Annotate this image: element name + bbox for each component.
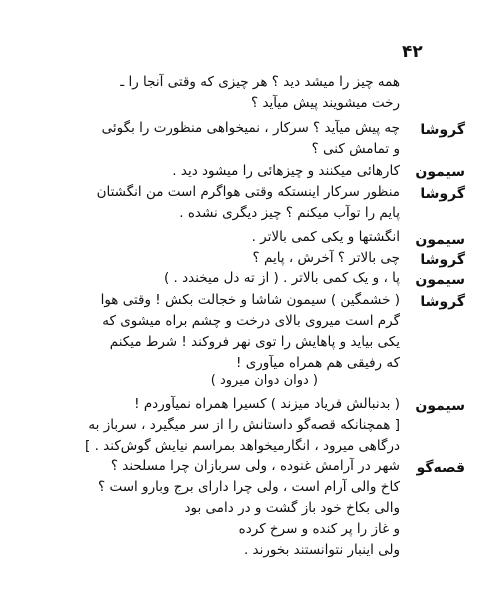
speaker-label: سیمون	[415, 164, 465, 180]
speaker-label: سیمون	[415, 398, 465, 414]
speaker-label: گروشا	[420, 186, 465, 202]
dialogue-block	[70, 161, 400, 182]
dialogue-block	[70, 290, 400, 374]
dialogue-block	[70, 72, 400, 114]
text-line: ولی اینبار نتوانستند بخورند .	[243, 542, 400, 558]
stage-direction	[98, 370, 318, 391]
speaker-label: سیمون	[415, 232, 465, 248]
text-line: کارهائی میکنند و چیزهائی را میشود دید .	[172, 163, 400, 179]
text-line: پا ، و یک کمی بالاتر . ( از ته دل میخندد . )	[163, 270, 400, 286]
text-line: ( خشمگین ) سیمون شاشا و خجالت بکش ! وقتی هوا	[100, 292, 400, 308]
text-line: چی بالاتر ؟ آخرش ، پایم ؟	[252, 250, 400, 266]
dialogue-block	[70, 248, 400, 269]
text-line: درگاهی میرود ، انگارمیخواهد بمراسم نیایش گوش‌کند . ]	[85, 438, 400, 454]
text-line: والی بکاخ خود باز گشت و در دامی بود	[184, 500, 400, 516]
text-line: چه پیش میآید ؟ سرکار ، نمیخواهی منظورت را بگوئی	[101, 120, 400, 136]
dialogue-block	[70, 456, 400, 561]
page-number: ۴۲	[402, 42, 423, 62]
text-line: یکی بیاید و پاهایش را توی نهر فروکند ! شرط میکنم	[109, 334, 400, 350]
text-line: [ همچنانکه قصه‌گو داستانش را از سر میگیرد ، سرباز به	[88, 417, 400, 433]
dialogue-block	[70, 394, 400, 457]
text-line: و تمامش کنی ؟	[311, 141, 400, 157]
speaker-label: گروشا	[420, 252, 465, 268]
speaker-label: قصه‌گو	[416, 460, 465, 476]
text-line: ( دوان دوان میرود )	[210, 373, 318, 388]
dialogue-block	[70, 227, 400, 248]
speaker-label: گروشا	[420, 294, 465, 310]
text-line: ( بدنبالش فریاد میزند ) کسیرا همراه نمیآوردم !	[134, 396, 400, 412]
text-line: کاخ والی آرام است ، ولی چرا دارای برج وبارو است ؟	[97, 479, 400, 495]
dialogue-block	[70, 118, 400, 160]
text-line: رخت میشویند پیش میآید ؟	[251, 95, 400, 111]
dialogue-block	[70, 182, 400, 224]
text-line: گرم است میروی بالای درخت و چشم براه میشوی که	[102, 313, 400, 329]
text-line: منظور سرکار اینستکه وقتی هواگرم است من انگشتان	[96, 184, 400, 200]
dialogue-block	[70, 268, 400, 289]
text-line: شهر در آرامش غنوده ، ولی سربازان چرا مسلحند ؟	[110, 458, 400, 474]
text-line: و غاز را پر کنده و سرخ کرده	[238, 521, 400, 537]
text-line: پایم را توآب میکنم ؟ چیز دیگری نشده .	[179, 205, 400, 221]
text-line: انگشتها و یکی کمی بالاتر .	[251, 229, 400, 245]
speaker-label: سیمون	[415, 272, 465, 288]
text-line: که رفیقی هم همراه میآوری !	[236, 355, 400, 371]
speaker-label: گروشا	[420, 122, 465, 138]
text-line: همه چیز را میشد دید ؟ هر چیزی که وقتی آنجا را ـ	[120, 74, 400, 90]
